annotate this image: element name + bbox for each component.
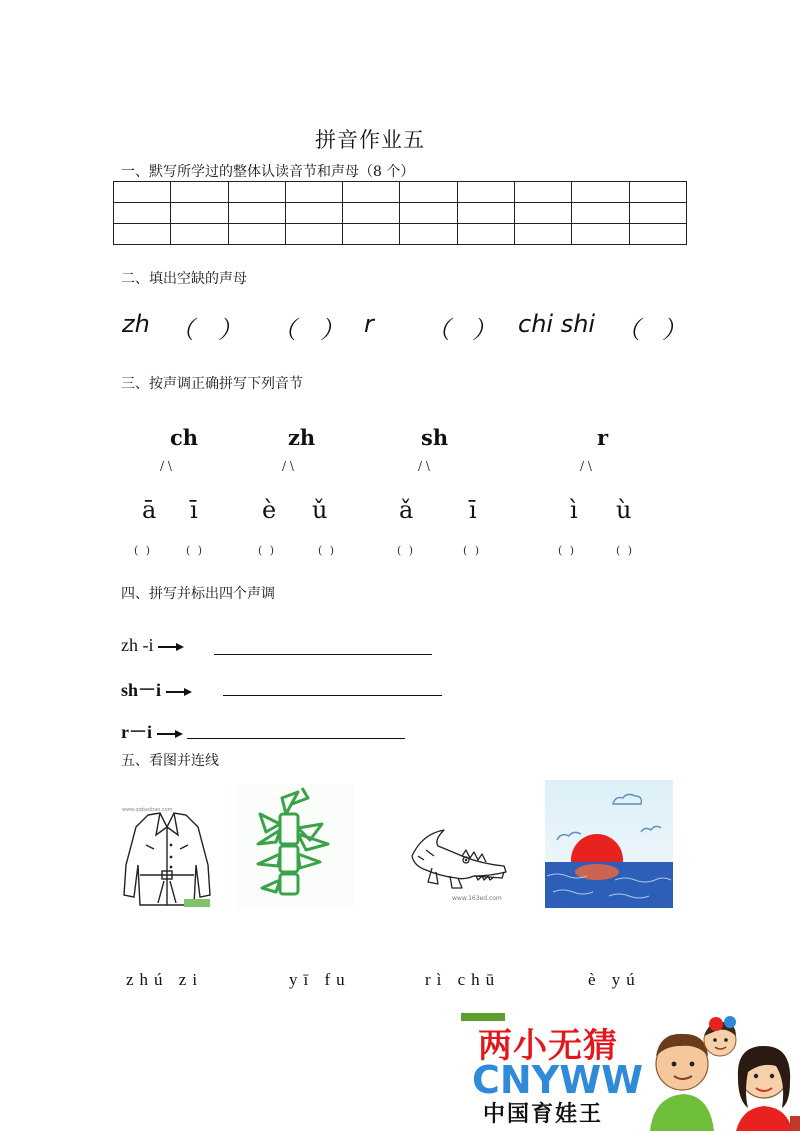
vowel-i1: ī [469,496,477,524]
grid-cell[interactable] [114,182,171,203]
blank-close: ） [218,316,242,344]
answer-line[interactable] [214,654,432,655]
blank-close: ） [662,316,686,344]
grid-cell[interactable] [457,182,514,203]
grid-cell[interactable] [572,182,629,203]
grid-cell[interactable] [400,182,457,203]
grid-cell[interactable] [400,203,457,224]
grid-cell[interactable] [228,203,285,224]
initial-zh: zh [288,425,316,450]
blank-close: ） [472,316,496,344]
syllable-zhi [121,635,184,656]
vowel-i4: ì [570,496,578,524]
split-lines: / \ [418,459,430,473]
arrow-right-icon [157,729,183,739]
brand-name-cn: 两小无猜 [478,1026,618,1066]
grid-cell[interactable] [572,203,629,224]
syllable-text: zh -i [121,635,154,655]
watermark-text: www.qqbaobao.com [122,807,173,813]
initial-ch: ch [170,425,199,450]
section-4-heading: 四、拼写并标出四个声调 [121,586,275,602]
grid-cell[interactable] [285,224,342,245]
brand-name-en: CNYWW [472,1058,644,1102]
vowel-i1: ī [190,496,198,524]
vowel-u3: ǔ [312,496,328,524]
split-lines: / \ [580,459,592,473]
answer-line[interactable] [187,738,405,739]
blank-close: ） [320,316,344,344]
crocodile-picture[interactable] [404,826,516,904]
vowel-e4: è [262,496,277,524]
section-1-heading: 一、默写所学过的整体认读音节和声母（8 个） [121,164,415,180]
grid-cell[interactable] [114,224,171,245]
vowel-a3: ǎ [399,496,414,524]
answer-blank[interactable]: ( ) [258,544,277,557]
writing-grid [113,181,687,245]
answer-blank[interactable]: ( ) [318,544,337,557]
pinyin-sunrise[interactable]: rì chū [425,970,501,989]
syllable-ri [121,718,183,744]
syllable-shi [121,676,192,702]
grid-cell[interactable] [228,182,285,203]
page-title: 拼音作业五 [315,128,425,152]
grid-cell[interactable] [343,182,400,203]
syllable-text: r－i [121,722,152,742]
grid-cell[interactable] [629,182,686,203]
initial-sh: sh [421,425,449,450]
pinyin-crocodile[interactable]: è yú [588,970,641,989]
grid-cell[interactable] [228,224,285,245]
watermark-text: www.163ed.com [452,895,502,902]
blank-open[interactable]: （ [616,316,640,344]
section-2-heading: 二、填出空缺的声母 [121,271,247,287]
arrow-right-icon [166,687,192,697]
coat-picture[interactable] [118,805,216,911]
grid-cell[interactable] [400,224,457,245]
grid-cell[interactable] [171,182,228,203]
grid-cell[interactable] [114,203,171,224]
grid-cell[interactable] [171,203,228,224]
grid-cell[interactable] [457,224,514,245]
section-5-heading: 五、看图并连线 [121,753,219,769]
brand-subtitle: 中国育娃王 [483,1102,604,1127]
arrow-right-icon [158,642,184,652]
initial-r: r [597,425,609,450]
blank-open[interactable]: （ [272,316,296,344]
logo-badge [184,899,210,907]
initial-zh: zh [122,310,150,338]
split-lines: / \ [282,459,294,473]
grid-cell[interactable] [285,203,342,224]
syllable-text: sh－i [121,680,162,700]
vowel-a1: ā [142,496,157,524]
grid-cell[interactable] [515,224,572,245]
answer-blank[interactable]: ( ) [186,544,205,557]
split-lines: / \ [160,459,172,473]
grid-cell[interactable] [572,224,629,245]
section-3-heading: 三、按声调正确拼写下列音节 [121,376,303,392]
pinyin-bamboo[interactable]: zhú zi [126,970,204,989]
pinyin-clothes[interactable]: yī fu [289,970,351,989]
bamboo-picture[interactable] [236,784,354,908]
grid-cell[interactable] [515,182,572,203]
grid-cell[interactable] [285,182,342,203]
grid-cell[interactable] [629,203,686,224]
answer-blank[interactable]: ( ) [616,544,635,557]
initial-r: r [364,310,374,338]
syllables-chi-shi: chi shi [518,310,596,338]
grid-cell[interactable] [171,224,228,245]
answer-blank[interactable]: ( ) [463,544,482,557]
blank-open[interactable]: （ [170,316,194,344]
grid-cell[interactable] [515,203,572,224]
answer-blank[interactable]: ( ) [134,544,153,557]
grid-cell[interactable] [343,224,400,245]
vowel-u4: ù [616,496,632,524]
blank-open[interactable]: （ [426,316,450,344]
answer-line[interactable] [223,695,442,696]
mascot-family-logo [640,1012,800,1131]
sunrise-picture[interactable] [545,780,673,908]
answer-blank[interactable]: ( ) [558,544,577,557]
grid-cell[interactable] [629,224,686,245]
grid-cell[interactable] [457,203,514,224]
answer-blank[interactable]: ( ) [397,544,416,557]
grid-cell[interactable] [343,203,400,224]
